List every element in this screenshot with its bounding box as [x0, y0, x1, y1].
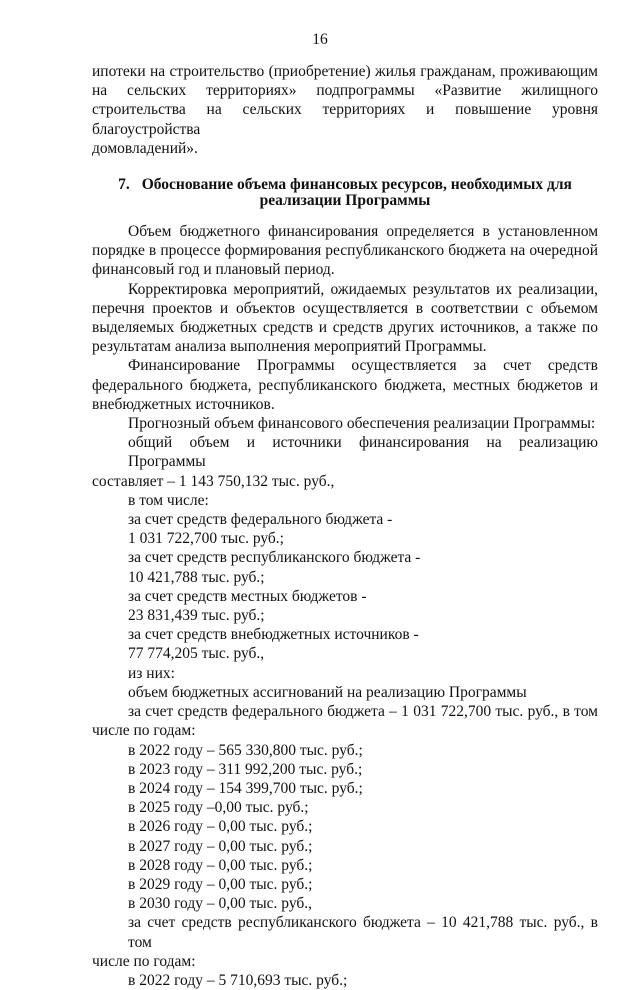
- paragraph-budget-procedure: [92, 222, 598, 280]
- text-line: федерального бюджета, республиканского бюджета, местных бюджетов и: [92, 376, 598, 394]
- text-line: Финансирование Программы осуществляется за счет средств: [128, 357, 598, 375]
- text-line: порядке в процессе формирования республиканского бюджета на очередной: [92, 242, 598, 260]
- heading-line: [92, 177, 598, 193]
- text-line: результатам анализа выполнения мероприятий Программы.: [92, 338, 487, 356]
- paragraph-funding-sources: [92, 356, 598, 414]
- republic-budget-label: за счет средств республиканского бюджета -: [128, 549, 421, 567]
- page-content: [92, 62, 598, 990]
- text-line: перечня проектов и объектов осуществляется в соответствии с объемом: [92, 299, 598, 317]
- republic-by-year-intro: [92, 913, 598, 971]
- text-line: объем бюджетных ассигнований на реализацию Программы: [128, 683, 527, 701]
- paragraph-total-volume: [92, 433, 598, 491]
- text-line: Корректировка мероприятий, ожидаемых результатов их реализации,: [128, 280, 598, 298]
- federal-budget-label: за счет средств федерального бюджета -: [128, 511, 393, 529]
- republic-budget-value: 10 421,788 тыс. руб.;: [128, 568, 265, 586]
- text-line: в том числе:: [128, 491, 209, 509]
- text-line: Прогнозный объем финансового обеспечения реализации Программы:: [128, 415, 596, 433]
- text-line: строительства на сельских территориях и повышение уровня благоустройства: [92, 101, 598, 138]
- list-item: в 2026 году – 0,00 тыс. руб.;: [128, 818, 313, 836]
- local-budget-label: за счет средств местных бюджетов -: [128, 587, 367, 605]
- section-title-line1: Обоснование объема финансовых ресурсов, необходимых для: [141, 176, 572, 194]
- list-item: в 2025 году –0,00 тыс. руб.;: [128, 799, 309, 817]
- extrabudgetary-label: за счет средств внебюджетных источников -: [128, 626, 419, 644]
- text-line: финансовый год и плановый период.: [92, 261, 335, 279]
- list-item: в 2030 году – 0,00 тыс. руб.,: [128, 895, 313, 913]
- intro-paragraph: [92, 62, 598, 158]
- list-item: в 2023 году – 311 992,200 тыс. руб.;: [128, 760, 363, 778]
- local-budget-value: 23 831,439 тыс. руб.;: [128, 607, 265, 625]
- text-line: выделяемых бюджетных средств и средств других источников, а также по: [92, 319, 598, 337]
- federal-budget-value: 1 031 722,700 тыс. руб.;: [128, 530, 284, 548]
- text-line: за счет средств республиканского бюджета – 10 421,788 тыс. руб., в том: [128, 914, 598, 951]
- section-number: 7.: [118, 176, 130, 194]
- text-line: за счет средств федерального бюджета – 1 031 722,700 тыс. руб., в том: [128, 703, 598, 721]
- federal-by-year-intro: [92, 702, 598, 740]
- text-line: из них:: [128, 664, 175, 682]
- list-item: в 2027 году – 0,00 тыс. руб.;: [128, 837, 313, 855]
- list-item: в 2022 году – 5 710,693 тыс. руб.;: [128, 971, 348, 989]
- list-item: в 2024 году – 154 399,700 тыс. руб.;: [128, 779, 363, 797]
- text-line: общий объем и источники финансирования на реализацию Программы: [128, 434, 598, 471]
- text-line: числе по годам:: [92, 952, 196, 970]
- text-line: ипотеки на строительство (приобретение) жилья гражданам, проживающим: [92, 63, 598, 80]
- list-item: в 2022 году – 565 330,800 тыс. руб.;: [128, 741, 363, 759]
- text-line: на сельских территориях» подпрограммы «Развитие жилищного: [92, 82, 598, 100]
- list-item: в 2028 году – 0,00 тыс. руб.;: [128, 856, 313, 874]
- text-line: Объем бюджетного финансирования определяется в установленном: [128, 223, 598, 241]
- text-line: числе по годам:: [92, 722, 196, 740]
- text-line: домовладений».: [92, 139, 198, 157]
- paragraph-adjustment: [92, 280, 598, 357]
- republic-years-list: [92, 971, 598, 990]
- text-line: внебюджетных источников.: [92, 395, 275, 413]
- section-heading: [92, 177, 598, 208]
- text-line: составляет – 1 143 750,132 тыс. руб.,: [92, 472, 335, 490]
- extrabudgetary-value: 77 774,205 тыс. руб.,: [128, 645, 265, 663]
- section-title-line2: реализации Программы: [259, 191, 431, 209]
- federal-years-list: [92, 741, 598, 914]
- list-item: в 2029 году – 0,00 тыс. руб.;: [128, 875, 313, 893]
- page-number: 16: [312, 31, 328, 48]
